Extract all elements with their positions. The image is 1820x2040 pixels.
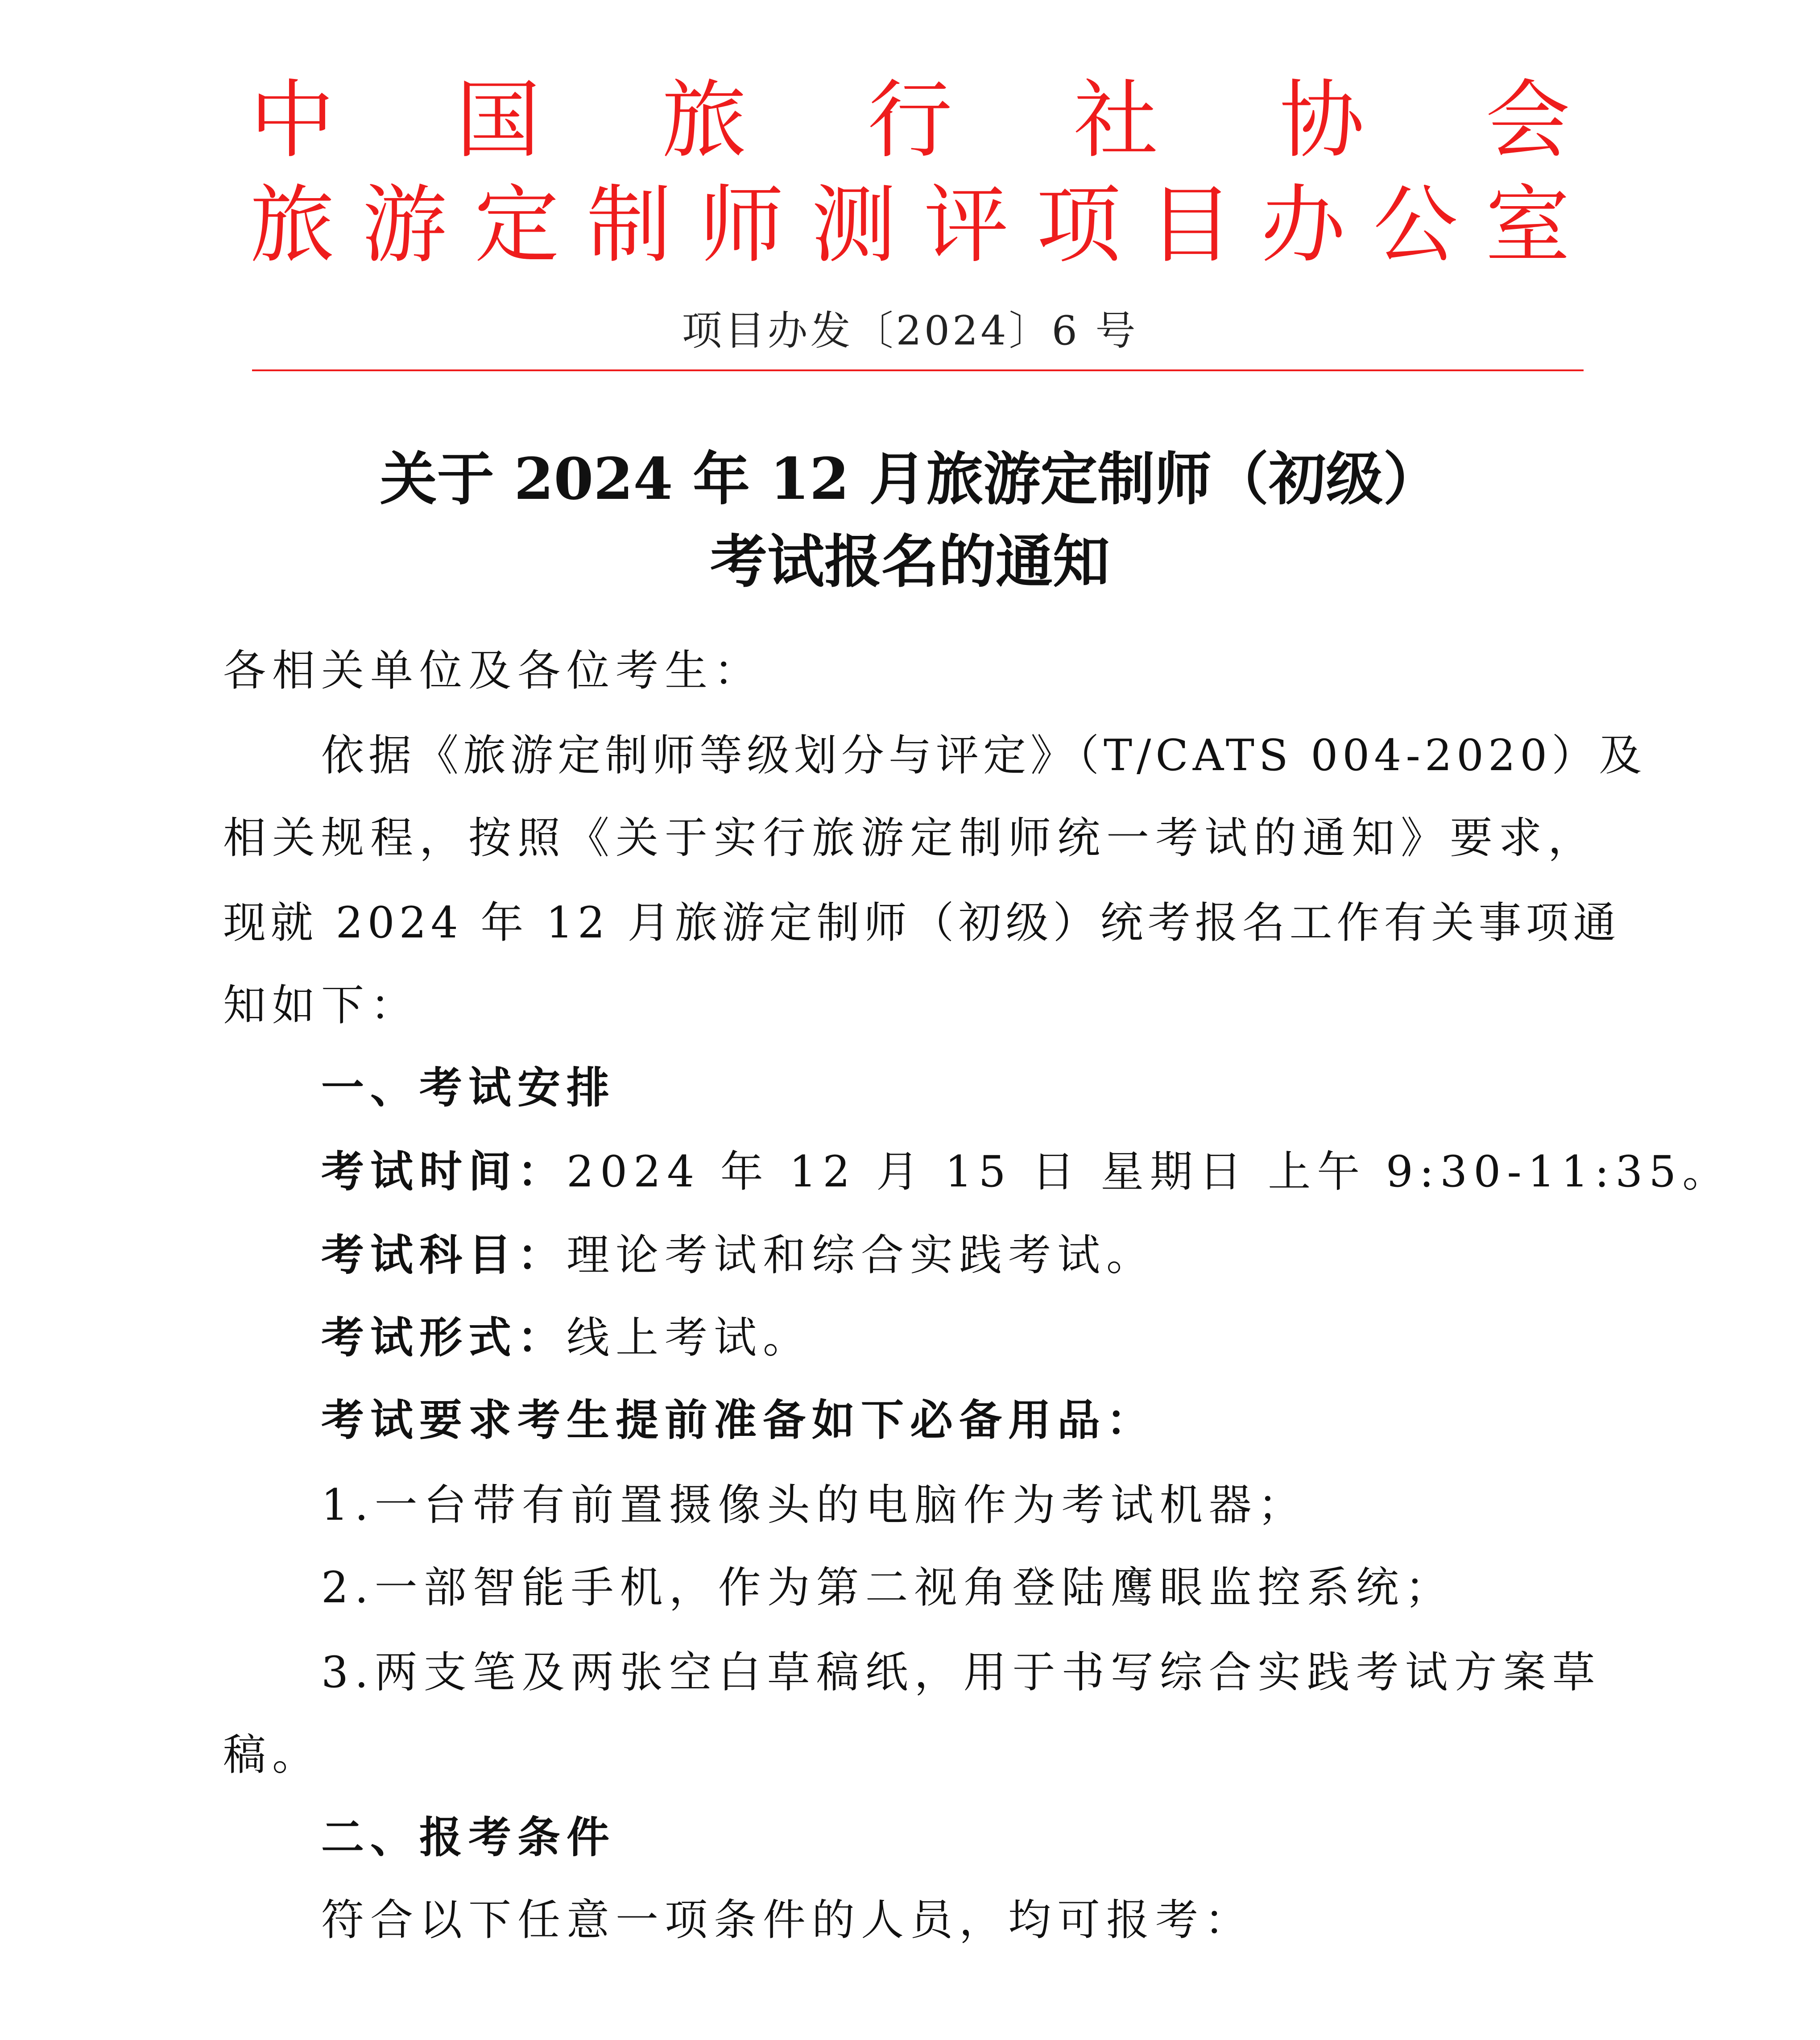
intro-line: 知如下： — [223, 980, 419, 1030]
document-number: 项目办发〔2024〕6 号 — [682, 307, 1138, 354]
org-name-line-1 — [250, 71, 1570, 170]
org-name-char: 游 — [362, 176, 447, 274]
requirement-item: 3.两支笔及两张空白草稿纸，用于书写综合实践考试方案草 — [321, 1647, 1601, 1697]
exam-time-label: 考试时间： — [321, 1146, 567, 1197]
org-name-char: 协 — [1279, 71, 1365, 170]
intro-line: 依据《旅游定制师等级划分与评定》（T/CATS 004-2020）及 — [321, 730, 1646, 780]
org-name-char: 制 — [587, 176, 672, 274]
intro-line: 现就 2024 年 12 月旅游定制师（初级）统考报名工作有关事项通 — [223, 898, 1621, 948]
org-name-char: 项 — [1036, 176, 1121, 274]
requirements-heading: 考试要求考生提前准备如下必备用品： — [321, 1395, 1155, 1445]
exam-form-label: 考试形式： — [321, 1312, 567, 1363]
exam-subject-label: 考试科目： — [321, 1230, 567, 1280]
salutation: 各相关单位及各位考生： — [223, 646, 763, 696]
org-name-char: 测 — [811, 176, 897, 274]
org-name-line-2 — [250, 176, 1570, 274]
org-name-char: 行 — [867, 71, 952, 170]
exam-time-row — [321, 1146, 1732, 1197]
org-name-char: 评 — [923, 176, 1009, 274]
exam-form-row — [321, 1312, 812, 1363]
org-name-char: 定 — [474, 176, 559, 274]
exam-form-value: 线上考试。 — [567, 1313, 812, 1363]
org-name-char: 公 — [1373, 176, 1458, 274]
eligibility-intro: 符合以下任意一项条件的人员，均可报考： — [321, 1895, 1253, 1945]
org-name-char: 旅 — [250, 176, 335, 274]
header-divider — [252, 369, 1584, 371]
org-name-char: 中 — [250, 71, 335, 170]
requirement-item: 1.一台带有前置摄像头的电脑作为考试机器； — [321, 1480, 1307, 1530]
org-name-char: 会 — [1485, 71, 1570, 170]
requirement-item: 2.一部智能手机，作为第二视角登陆鹰眼监控系统； — [321, 1563, 1454, 1613]
org-name-char: 目 — [1148, 176, 1233, 274]
section-heading-exam-arrangement: 一、考试安排 — [321, 1062, 616, 1113]
notice-title-line-1: 关于 2024 年 12 月旅游定制师（初级） — [380, 446, 1440, 513]
exam-subject-row — [321, 1230, 1155, 1280]
section-heading-eligibility: 二、报考条件 — [321, 1812, 616, 1862]
org-name-char: 室 — [1485, 176, 1570, 274]
exam-subject-value: 理论考试和综合实践考试。 — [567, 1230, 1155, 1280]
exam-time-value: 2024 年 12 月 15 日 星期日 上午 9:30-11:35。 — [567, 1147, 1732, 1197]
org-name-char: 社 — [1073, 71, 1158, 170]
org-name-char: 旅 — [662, 71, 747, 170]
org-name-char: 国 — [455, 71, 541, 170]
intro-line: 相关规程，按照《关于实行旅游定制师统一考试的通知》要求， — [223, 813, 1597, 863]
org-name-char: 办 — [1261, 176, 1346, 274]
notice-title-line-2: 考试报名的通知 — [710, 528, 1110, 595]
requirement-item-continuation: 稿。 — [223, 1730, 321, 1780]
org-name-char: 师 — [699, 176, 784, 274]
